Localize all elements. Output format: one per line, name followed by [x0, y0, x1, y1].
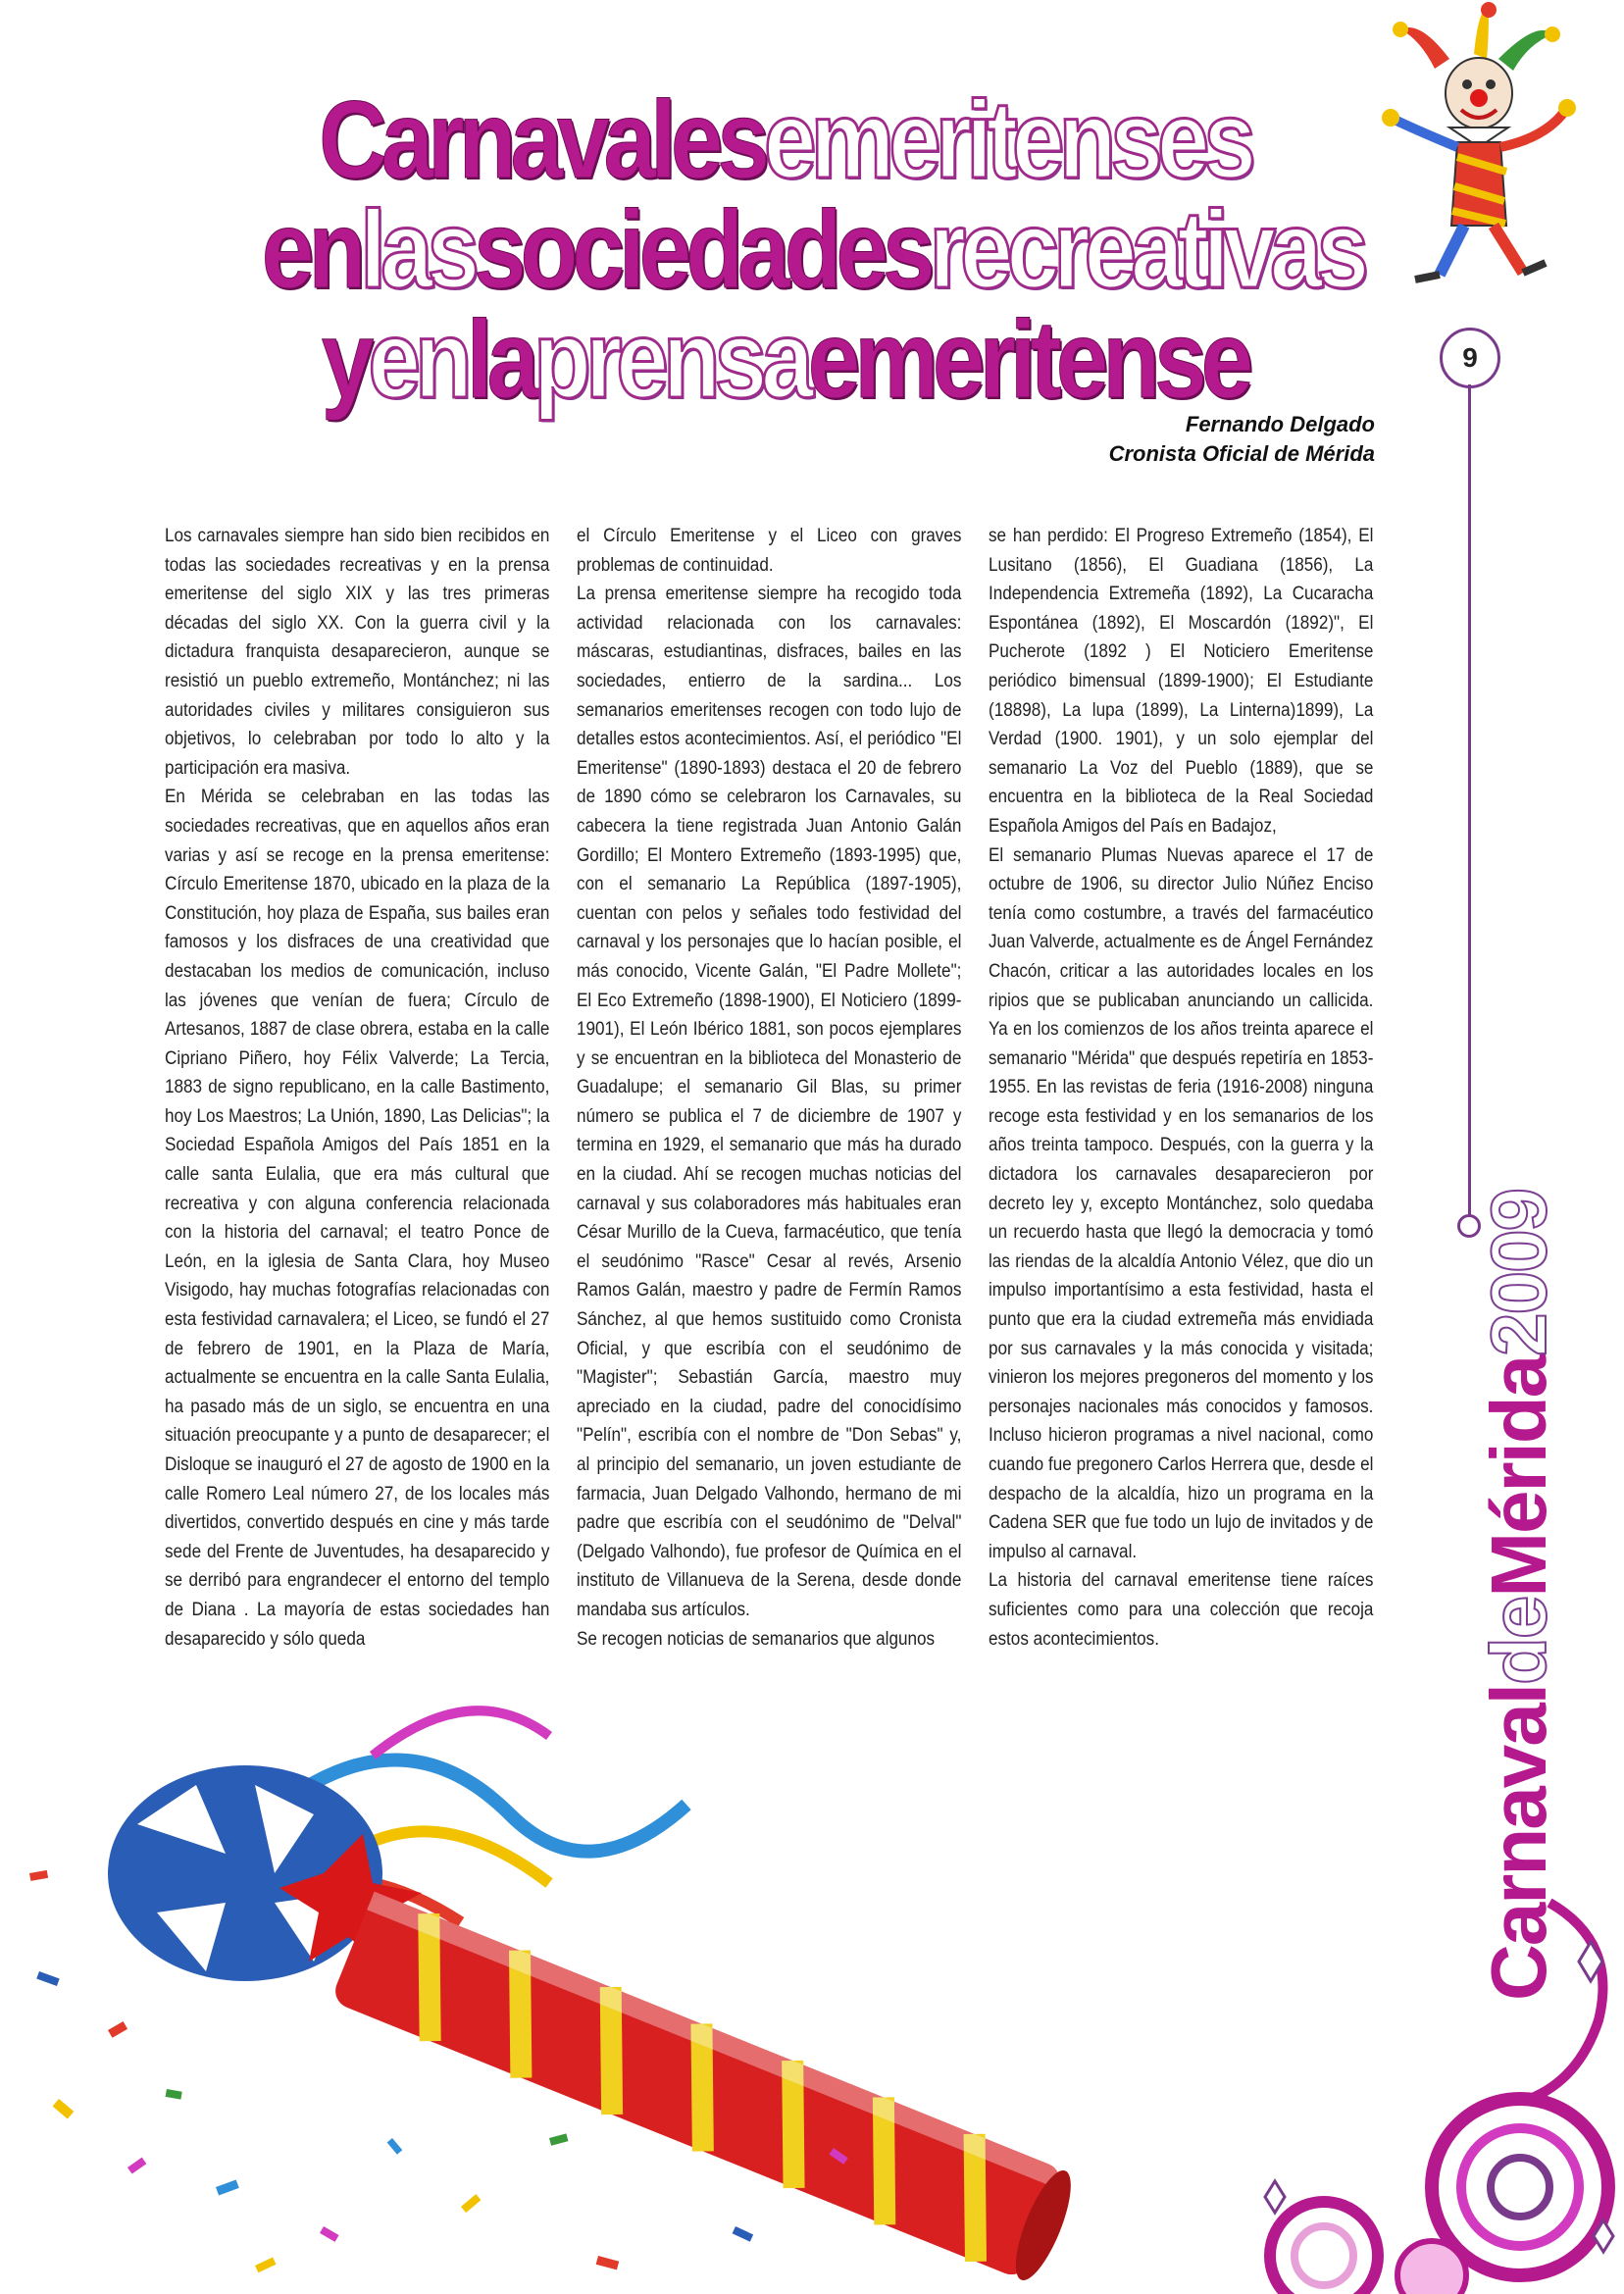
- jester-illustration: [1381, 0, 1577, 294]
- paragraph: En Mérida se celebraban en las todas las sociedades recreativas, que en aquellos años eran varias y así se recoge en la prensa emeritense: Círculo Emeritense 1870, ubicado en la plaza de la Constitución, hoy plaza de España, sus bailes eran famosos y los disfraces de una creatividad que destacaban los medios de comunicación, incluso las jóvenes que venían de fuera; Círculo de Artesanos, 1887 de clase obrera, estaba en la calle Cipriano Piñero, hoy Félix Valverde; La Tercia, 1883 de signo republicano, en la calle Bastimento, hoy Los Maestros; La Unión, 1890, Las Delicias"; la Sociedad Española Amigos del País 1851 en la calle santa Eulalia, que era más cultural que recreativa y con alguna conferencia relacionada con la historia del carnaval; el teatro Ponce de León, en la iglesia de Santa Clara, hoy Museo Visigodo, hay muchas fotografías relacionadas con esta festividad carnavalera; el Liceo, se fundó el 27 de febrero de 1901, en la Plaza de María, actualmente se encuentra en la calle Santa Eulalia, ha pasado más de un siglo, se encuentra en una situación preocupante y a punto de desaparecer; el Disloque se inauguró el 27 de agosto de 1900 en la calle Romero Leal número 27, de los locales más divertidos, convertido después en cine y más tarde sede del Frente de Juventudes, ha desaparecido y se derribó para engrandecer el entorno del templo de Diana . La mayoría de estas sociedades han desaparecido y sólo queda: [165, 787, 550, 1650]
- title-word: la: [466, 298, 534, 421]
- title-word: sociedades: [474, 188, 930, 311]
- paragraph: el Círculo Emeritense y el Liceo con graves problemas de continuidad.: [577, 526, 962, 576]
- vertical-word: Mérida: [1475, 1355, 1562, 1598]
- vertical-word: 2009: [1475, 1189, 1562, 1356]
- article-column-2: [577, 522, 961, 1654]
- title-word: las: [360, 188, 475, 311]
- article-title: [261, 78, 1364, 421]
- title-word: emeritenses: [763, 78, 1250, 201]
- paragraph: La historia del carnaval emeritense tiene raíces suficientes como para una colección que recoja estos acontecimientos.: [989, 1570, 1374, 1650]
- title-word: y: [321, 298, 369, 421]
- title-word: Carnavales: [319, 78, 764, 201]
- paragraph: Se recogen noticias de semanarios que algunos: [577, 1628, 936, 1650]
- vertical-word: de: [1475, 1597, 1562, 1686]
- author-role: Cronista Oficial de Mérida: [1108, 441, 1375, 466]
- paragraph: Los carnavales siempre han sido bien recibidos en todas las sociedades recreativas y en la prensa emeritense del siglo XIX y las tres primeras décadas del siglo XX. Con la guerra civil y la dictadura franquista desaparecieron, aunque se resistió un pueblo extremeño, Montánchez; ni las autoridades civiles y militares consiguieron sus objetivos, lo celebraban por todo lo alto y la participación era masiva.: [165, 526, 550, 779]
- article-column-1: [165, 522, 549, 1654]
- title-line-3: [262, 298, 1307, 421]
- title-word: emeritense: [807, 298, 1248, 421]
- page-number: 9: [1440, 328, 1500, 388]
- title-word: prensa: [533, 298, 808, 421]
- title-word: en: [261, 188, 361, 311]
- paragraph: La prensa emeritense siempre ha recogido toda actividad relacionada con los carnavales: máscaras, estudiantinas, disfraces, bailes en las sociedades, entierro de la sardina... Los semanarios emeritenses recogen con todo lujo de detalles estos acontecimientos. Así, el periódico "El Emeritense" (1890-1893) destaca el 20 de febrero de 1890 cómo se celebraron los Carnavales, su cabecera la tiene registrada Juan Antonio Galán Gordillo; El Montero Extremeño (1893-1995) que, con el semanario La República (1897-1905), cuentan con pelos y señales todo festividad del carnaval y los personajes que lo hacían posible, el más conocido, Vicente Galán, "El Padre Mollete"; El Eco Extremeño (1898-1900), El Noticiero (1899-1901), El León Ibérico 1881, son pocos ejemplares y se encuentran en la biblioteca del Monasterio de Guadalupe; el semanario Gil Blas, su primer número se publica el 7 de diciembre de 1907 y termina en 1929, el semanario que más ha durado en la ciudad. Ahí se recogen muchas noticias del carnaval y sus colaboradores más habituales eran César Murillo de la Cueva, farmacéutico, que tenía el seudónimo "Rasce" Cesar al revés, Arsenio Ramos Galán, maestro y padre de Fermín Ramos Sánchez, al que hemos sustituido como Cronista Oficial, y que escribía con el seudónimo de "Magister"; Sebastián García, maestro muy apreciado en la ciudad, padre del conocidísimo "Pelín", escribía con el nombre de "Don Sebas" y, al principio del semanario, un joven estudiante de farmacia, Juan Delgado Valhondo, hermano de mi padre que escribía con el seudónimo de "Delval" (Delgado Valhondo), fue profesor de Química en el instituto de Villanueva de la Serena, desde donde mandaba sus artículos.: [577, 584, 962, 1620]
- author-name: Fernando Delgado: [1185, 412, 1375, 436]
- title-word: recreativas: [929, 188, 1364, 311]
- swirl-decoration: [1206, 1863, 1624, 2294]
- title-line-2: [261, 188, 1364, 311]
- byline: [1109, 410, 1375, 469]
- title-word: en: [368, 298, 467, 421]
- paragraph: se han perdido: El Progreso Extremeño (1854), El Lusitano (1856), El Guadiana (1856), La Independencia Extremeña (1892), La Cucaracha Espontánea (1892), El Moscardón (1892)", El Pucherote (1892 ) El Noticiero Emeritense periódico bimensual (1899-1900); El Estudiante (18898), La lupa (1899), La Linterna)1899), La Verdad (1900. 1901), y un solo ejemplar del semanario La Voz del Pueblo (1889), que se encuentra en la biblioteca de la Real Sociedad Española Amigos del País en Badajoz,: [989, 526, 1374, 837]
- party-horn-illustration: [0, 1677, 1177, 2294]
- article-column-3: [989, 522, 1373, 1654]
- vertical-word: Carnaval: [1475, 1685, 1562, 2001]
- paragraph: El semanario Plumas Nuevas aparece el 17 de octubre de 1906, su director Julio Núñez Enciso tenía como costumbre, a través del farmacéutico Juan Valverde, actualmente es de Ángel Fernández Chacón, criticar a las autoridades locales en los ripios que se publicaban anunciando un callicida. Ya en los comienzos de los años treinta aparece el semanario "Mérida" que después repetiría en 1853-1955. En las revistas de feria (1916-2008) ninguna recoge esta festividad y en los semanarios de los años treinta tampoco. Después, con la guerra y la dictadora los carnavales desaparecieron por decreto ley y, excepto Montánchez, solo quedaba un recuerdo hasta que llegó la democracia y tomó las riendas de la alcaldía Antonio Vélez, que dio un impulso importantísimo a esta festividad, hasta el punto que era la ciudad extremeña más envidiada por sus carnavales y la más conocida y visitada; vinieron los mejores pregoneros del momento y los personajes nacionales más conocidos y famosos. Incluso hicieron programas a nivel nacional, como cuando fue pregonero Carlos Herrera que, desde el despacho de la alcaldía, hizo un programa en la Cadena SER que fue todo un lujo de invitados y de impulso al carnaval.: [989, 844, 1374, 1562]
- side-rail-line: [1468, 384, 1471, 1216]
- title-line-1: [262, 78, 1307, 201]
